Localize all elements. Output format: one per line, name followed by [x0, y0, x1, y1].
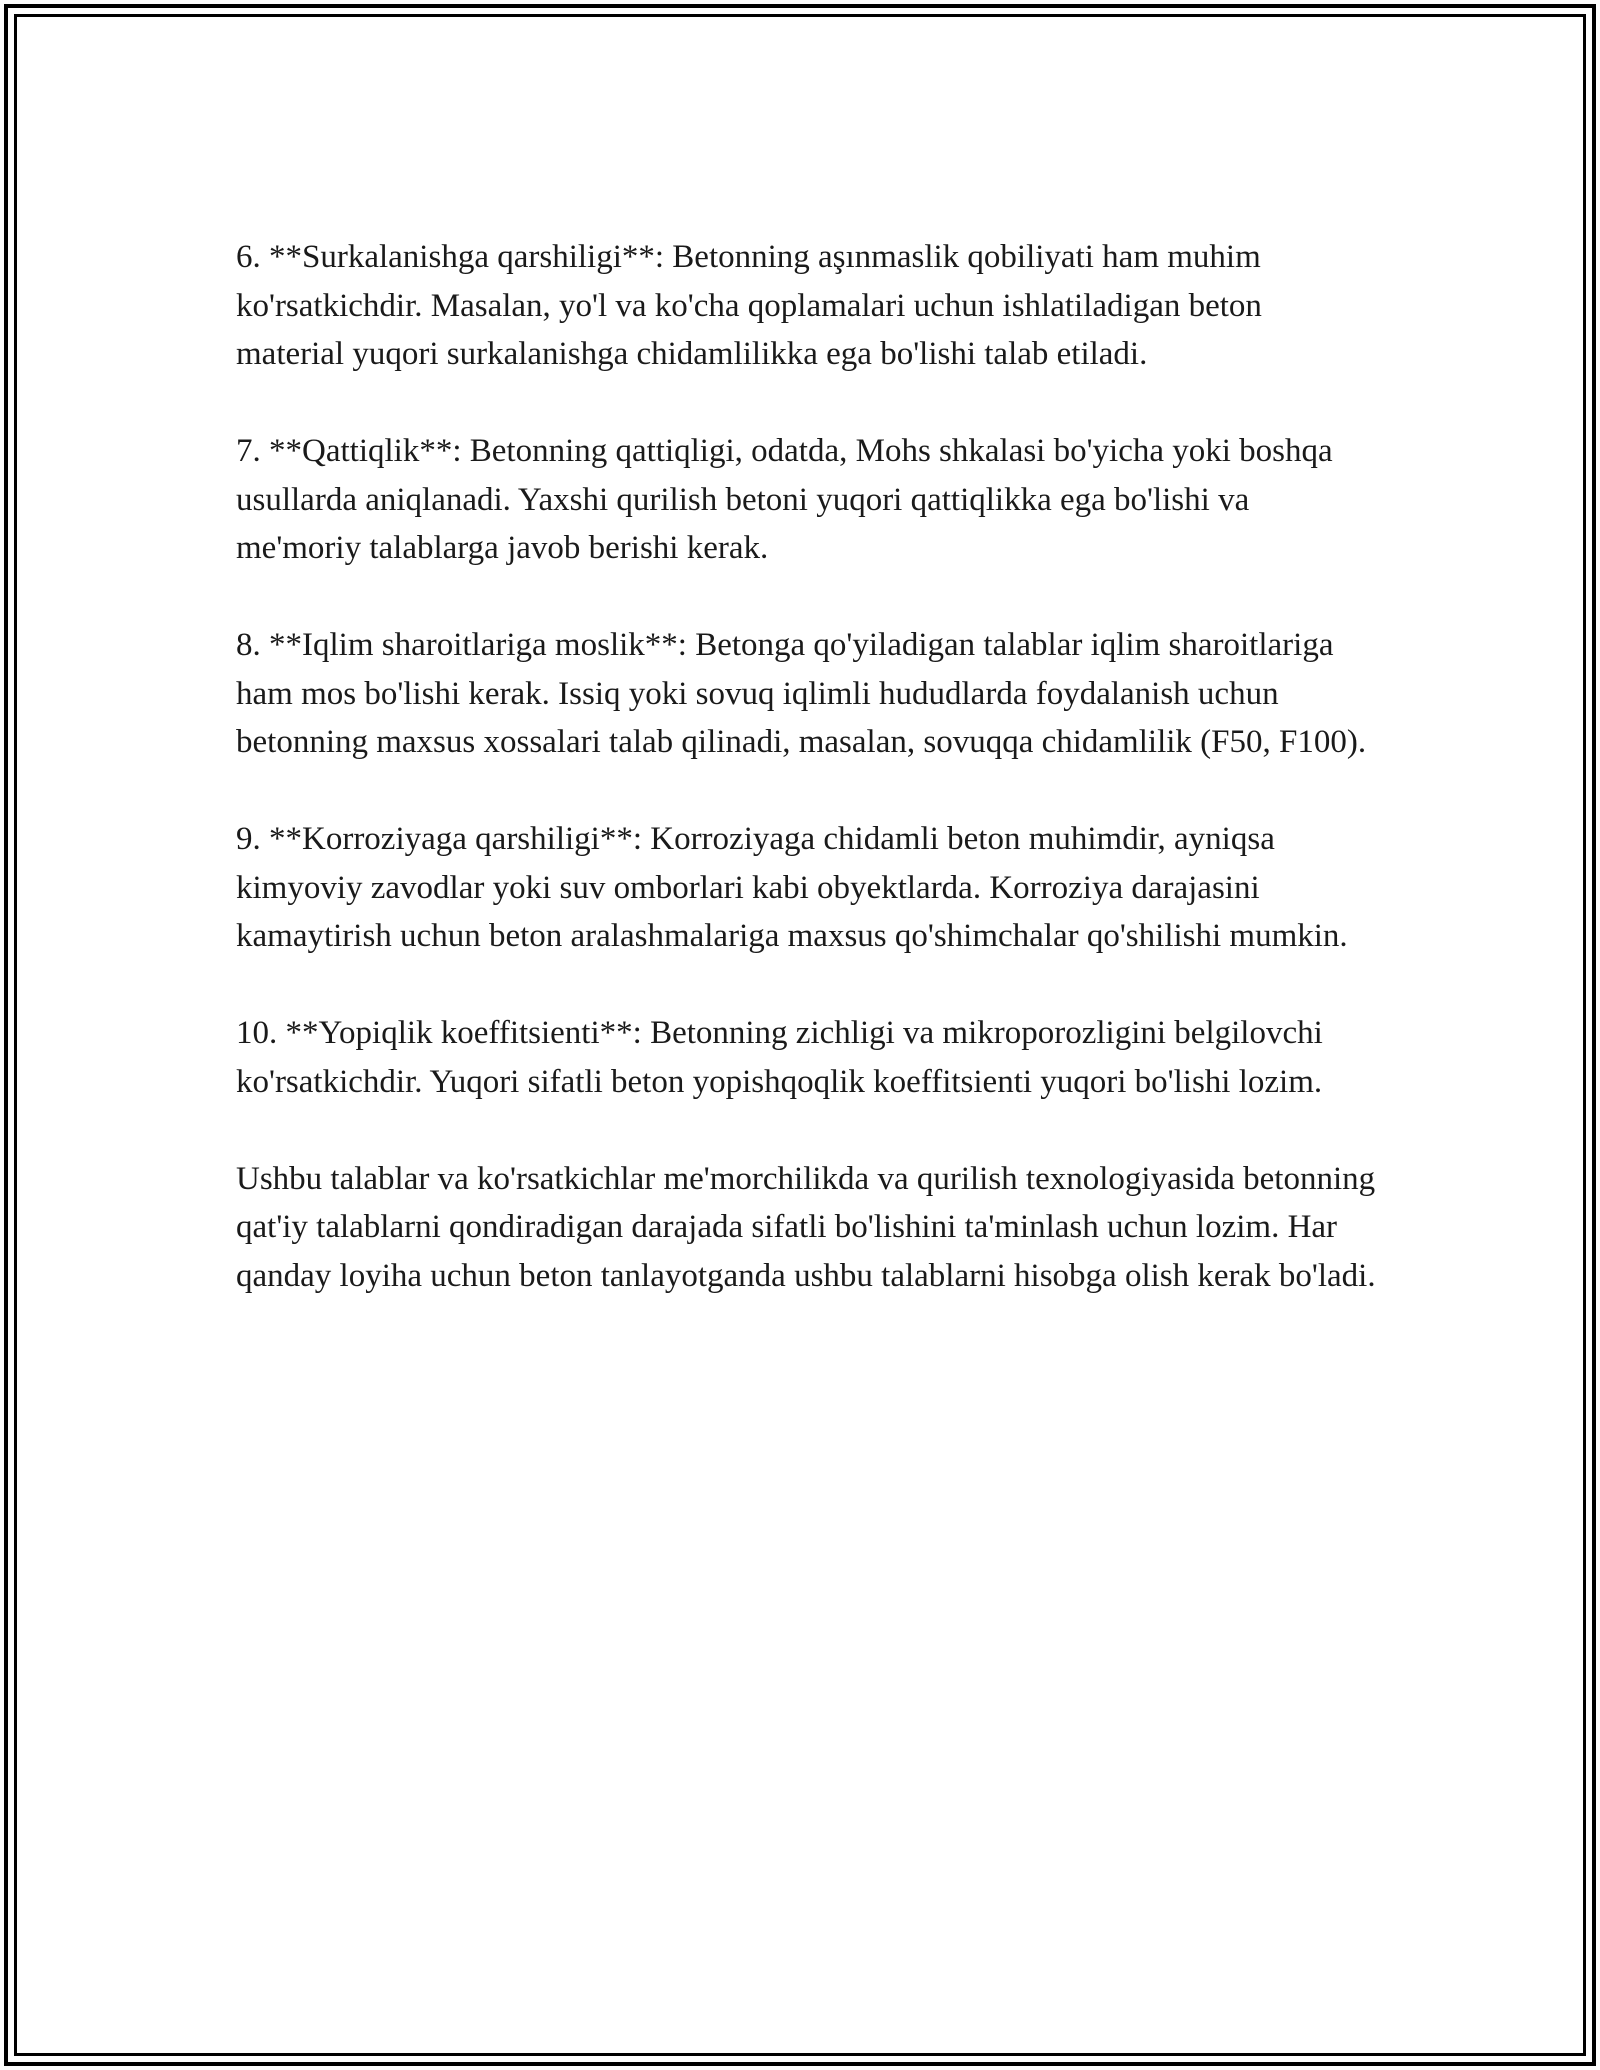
document-body: [236, 233, 1376, 1349]
paragraph-item-10: 10. **Yopiqlik koeffitsienti**: Betonning zichligi va mikroporozligini belgilovchi ko'rsatkichdir. Yuqori sifatli beton yopishqoqlik koeffitsienti yuqori bo'lishi lozim.: [236, 1015, 1323, 1100]
paragraph-item-7: 7. **Qattiqlik**: Betonning qattiqligi, odatda, Mohs shkalasi bo'yicha yoki boshqa usullarda aniqlanadi. Yaxshi qurilish betoni yuqori qattiqlikka ega bo'lishi va me'moriy talablarga javob berishi kerak.: [236, 433, 1333, 566]
paragraph-conclusion: Ushbu talablar va ko'rsatkichlar me'morchilikda va qurilish texnologiyasida betonning qat'iy talablarni qondiradigan darajada sifatli bo'lishini ta'minlash uchun lozim. Har qanday loyiha uchun beton tanlayotganda ushbu talablarni hisobga olish kerak bo'ladi.: [236, 1160, 1376, 1294]
paragraph-item-8: 8. **Iqlim sharoitlariga moslik**: Betonga qo'yiladigan talablar iqlim sharoitlariga ham mos bo'lishi kerak. Issiq yoki sovuq iqlimli hududlarda foydalanish uchun betonning maxsus xossalari talab qilinadi, masalan, sovuqqa chidamlilik (F50, F100).: [236, 627, 1367, 760]
paragraph-item-6: 6. **Surkalanishga qarshiligi**: Betonning aşınmaslik qobiliyati ham muhim ko'rsatkichdir. Masalan, yo'l va ko'cha qoplamalari uchun ishlatiladigan beton material yuqori surkalanishga chidamlilikka ega bo'lishi talab etiladi.: [236, 239, 1262, 372]
paragraph-item-9: 9. **Korroziyaga qarshiligi**: Korroziyaga chidamli beton muhimdir, ayniqsa kimyoviy zavodlar yoki suv omborlari kabi obyektlarda. Korroziya darajasini kamaytirish uchun beton aralashmalariga maxsus qo'shimchalar qo'shilishi mumkin.: [236, 821, 1348, 954]
